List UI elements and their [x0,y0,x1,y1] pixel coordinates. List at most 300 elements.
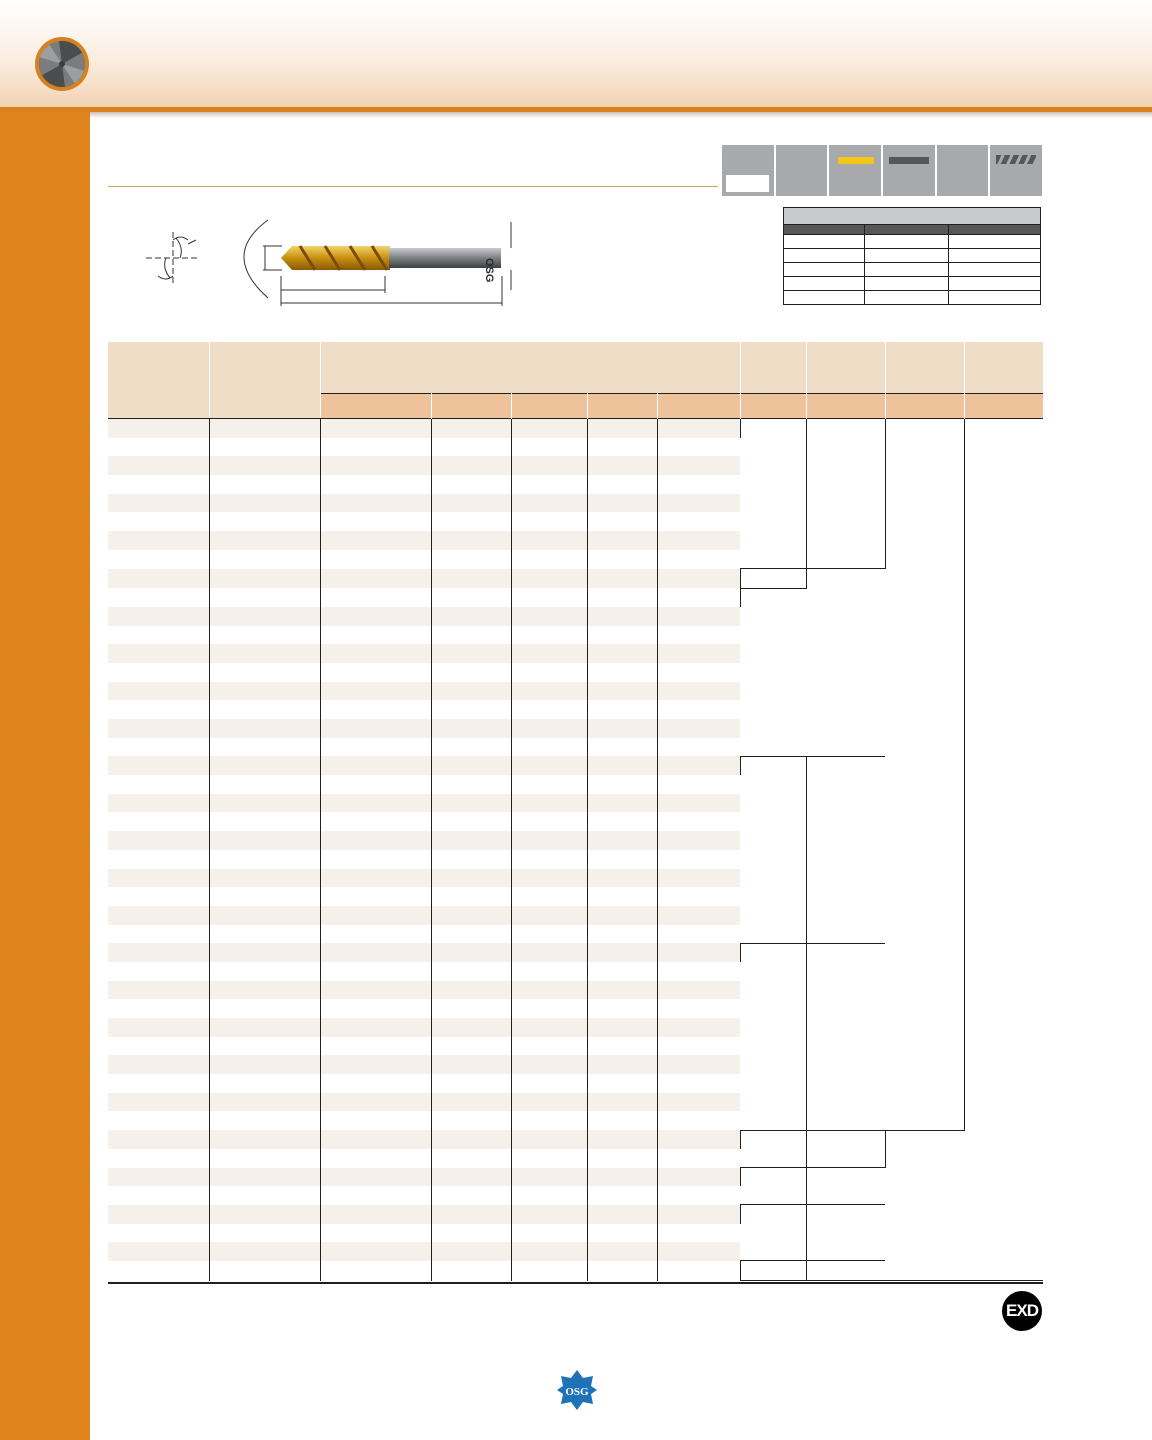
table-cell [587,682,657,701]
table-cell [209,831,320,850]
table-cell [657,1037,740,1056]
table-cell [657,1074,740,1093]
column-subheader [885,394,964,419]
table-merged-cell [740,756,806,943]
table-cell [587,588,657,607]
table-cell [587,1093,657,1112]
table-cell [108,1130,209,1149]
table-cell [587,1224,657,1243]
table-cell [511,1186,587,1205]
osg-logo-icon [555,1368,599,1412]
spec-table-header [784,208,1041,225]
table-cell [320,962,431,981]
table-cell [657,906,740,925]
table-cell [431,981,511,1000]
table-merged-cell [964,419,1043,1281]
table-cell [511,869,587,888]
table-cell [209,775,320,794]
table-cell [511,456,587,475]
table-cell [587,1261,657,1281]
table-cell [587,981,657,1000]
table-cell [657,738,740,757]
table-cell [657,775,740,794]
column-header [806,342,885,394]
table-cell [587,1168,657,1187]
material-icon [990,145,1042,196]
table-cell [431,531,511,550]
table-merged-cell [806,1130,885,1167]
table-cell [320,1205,431,1224]
table-cell [320,626,431,645]
table-cell [657,887,740,906]
table-cell [209,906,320,925]
table-cell [108,1261,209,1281]
table-merged-cell [806,569,885,757]
table-cell [511,626,587,645]
spec-table [783,207,1041,305]
table-cell [511,1055,587,1074]
table-cell [587,1111,657,1130]
table-merged-cell [740,1130,806,1167]
table-cell [587,1018,657,1037]
table-cell [511,1093,587,1112]
table-cell [108,531,209,550]
table-cell [320,738,431,757]
table-cell [657,999,740,1018]
table-row [108,419,1043,438]
table-cell [320,607,431,626]
table-cell [108,1242,209,1261]
table-cell [511,906,587,925]
table-cell [209,1149,320,1168]
table-cell [320,906,431,925]
table-cell [431,1205,511,1224]
table-cell [209,1111,320,1130]
table-cell [209,756,320,775]
table-cell [587,626,657,645]
table-cell [511,850,587,869]
table-cell [511,1130,587,1149]
table-cell [431,588,511,607]
table-cell [511,1074,587,1093]
table-cell [108,607,209,626]
table-cell [511,831,587,850]
table-cell [431,1037,511,1056]
table-cell [209,869,320,888]
table-cell [209,1205,320,1224]
table-cell [108,1018,209,1037]
table-merged-cell [806,756,885,943]
table-cell [209,1261,320,1281]
table-cell [587,475,657,494]
table-cell [587,1205,657,1224]
table-cell [587,756,657,775]
column-subheader [740,394,806,419]
table-cell [511,588,587,607]
table-cell [511,1168,587,1187]
table-cell [511,1018,587,1037]
column-subheader [964,394,1043,419]
column-header [885,342,964,394]
table-cell [511,1224,587,1243]
table-cell [320,887,431,906]
table-cell [108,999,209,1018]
table-cell [320,1261,431,1281]
table-cell [108,1149,209,1168]
table-merged-cell [740,1261,806,1281]
table-cell [320,1037,431,1056]
table-cell [587,644,657,663]
table-cell [431,419,511,438]
table-cell [108,812,209,831]
table-cell [657,494,740,513]
table-cell [657,419,740,438]
table-cell [431,1261,511,1281]
table-cell [511,962,587,981]
table-cell [320,1186,431,1205]
table-cell [431,850,511,869]
table-cell [209,850,320,869]
table-cell [431,663,511,682]
table-cell [511,700,587,719]
table-cell [657,812,740,831]
table-cell [108,943,209,962]
table-cell [657,512,740,531]
table-cell [320,438,431,457]
page-header [0,0,1152,107]
table-cell [209,456,320,475]
table-cell [511,943,587,962]
table-cell [108,887,209,906]
material-icon [883,145,935,196]
table-cell [209,794,320,813]
table-cell [511,794,587,813]
table-cell [431,1186,511,1205]
table-cell [108,719,209,738]
table-cell [587,663,657,682]
table-cell [657,626,740,645]
table-cell [511,738,587,757]
column-group-header [320,342,740,394]
table-cell [657,1168,740,1187]
table-cell [209,1074,320,1093]
table-cell [209,1093,320,1112]
table-cell [657,756,740,775]
table-cell [209,738,320,757]
table-cell [108,1111,209,1130]
table-cell [320,999,431,1018]
table-cell [108,456,209,475]
table-cell [209,981,320,1000]
table-cell [657,1224,740,1243]
table-cell [209,531,320,550]
table-cell [587,531,657,550]
table-cell [431,1224,511,1243]
table-cell [657,569,740,589]
table-cell [657,719,740,738]
table-cell [108,1186,209,1205]
table-cell [431,869,511,888]
table-cell [431,1018,511,1037]
table-cell [657,531,740,550]
table-cell [431,962,511,981]
table-cell [320,1149,431,1168]
side-bar [0,112,90,1440]
table-cell [209,1224,320,1243]
table-cell [587,869,657,888]
table-cell [587,700,657,719]
table-cell [108,588,209,607]
table-cell [431,906,511,925]
table-cell [108,1168,209,1187]
table-cell [657,962,740,981]
drill-cross-section-icon [35,37,89,91]
table-header-row [108,342,1043,394]
table-merged-cell [885,1130,964,1281]
table-cell [657,1093,740,1112]
table-cell [108,962,209,981]
table-cell [209,550,320,569]
table-merged-cell [740,943,806,1130]
table-cell [657,1111,740,1130]
table-cell [320,569,431,589]
table-cell [209,588,320,607]
table-cell [431,1149,511,1168]
table-cell [587,569,657,589]
table-cell [320,1093,431,1112]
table-cell [431,775,511,794]
table-cell [209,475,320,494]
table-cell [587,999,657,1018]
table-cell [108,419,209,438]
table-cell [320,943,431,962]
table-cell [431,756,511,775]
table-cell [431,456,511,475]
table-cell [108,906,209,925]
table-merged-cell [740,1168,806,1205]
table-cell [108,550,209,569]
table-cell [511,981,587,1000]
column-header [108,342,209,419]
table-cell [587,943,657,962]
table-cell [209,438,320,457]
drill-diagram [140,210,530,310]
table-cell [657,682,740,701]
table-cell [657,644,740,663]
table-cell [657,1018,740,1037]
table-cell [320,831,431,850]
table-cell [209,663,320,682]
header-shadow [0,112,1152,118]
table-cell [108,438,209,457]
table-cell [431,738,511,757]
table-cell [108,1093,209,1112]
table-cell [320,588,431,607]
table-cell [209,1242,320,1261]
table-cell [511,1037,587,1056]
table-cell [320,719,431,738]
table-cell [320,812,431,831]
table-cell [108,644,209,663]
column-subheader [431,394,511,419]
material-icon [937,145,989,196]
table-cell [108,1205,209,1224]
table-cell [320,700,431,719]
table-cell [108,869,209,888]
table-cell [108,1037,209,1056]
table-cell [587,1037,657,1056]
table-cell [511,419,587,438]
table-cell [209,682,320,701]
table-merged-cell [806,1261,885,1281]
table-cell [209,999,320,1018]
table-cell [320,981,431,1000]
column-subheader [511,394,587,419]
table-cell [657,1149,740,1168]
table-cell [511,569,587,589]
table-cell [320,456,431,475]
table-cell [511,719,587,738]
table-cell [587,456,657,475]
table-cell [587,1130,657,1149]
table-cell [431,1130,511,1149]
table-cell [320,1055,431,1074]
shank-marking: OSG [483,258,495,283]
table-cell [657,1205,740,1224]
table-cell [431,887,511,906]
table-cell [657,663,740,682]
table-cell [657,831,740,850]
table-cell [108,512,209,531]
series-badge: EXD [1002,1291,1042,1331]
material-icon [722,145,774,196]
table-cell [587,512,657,531]
table-cell [657,1261,740,1281]
table-cell [320,775,431,794]
table-cell [431,682,511,701]
table-cell [320,1111,431,1130]
table-cell [209,1037,320,1056]
table-cell [511,1111,587,1130]
table-cell [587,850,657,869]
table-cell [587,775,657,794]
table-cell [657,925,740,944]
table-cell [511,756,587,775]
table-merged-cell [885,419,964,1131]
table-cell [657,607,740,626]
table-merged-cell [806,1168,885,1205]
table-cell [108,738,209,757]
table-cell [587,494,657,513]
table-cell [587,794,657,813]
table-cell [511,607,587,626]
table-cell [657,475,740,494]
table-cell [320,1242,431,1261]
table-row [108,1130,1043,1149]
table-cell [431,1093,511,1112]
column-subheader [320,394,431,419]
table-cell [657,850,740,869]
table-cell [209,887,320,906]
table-cell [511,682,587,701]
table-cell [431,1242,511,1261]
table-cell [108,1224,209,1243]
table-cell [587,1242,657,1261]
table-cell [431,644,511,663]
table-cell [587,887,657,906]
material-icon [776,145,828,196]
table-cell [108,775,209,794]
product-table [108,342,1044,1281]
table-cell [657,588,740,607]
table-cell [108,831,209,850]
table-cell [511,663,587,682]
table-cell [431,569,511,589]
table-cell [511,1261,587,1281]
table-cell [657,700,740,719]
table-cell [587,1186,657,1205]
table-cell [108,925,209,944]
table-cell [320,794,431,813]
table-cell [320,494,431,513]
table-cell [587,906,657,925]
table-cell [431,550,511,569]
table-cell [209,962,320,981]
table-cell [209,943,320,962]
table-cell [108,682,209,701]
table-cell [431,1055,511,1074]
table-cell [209,1055,320,1074]
table-cell [431,925,511,944]
table-cell [431,1074,511,1093]
table-cell [431,943,511,962]
table-cell [511,812,587,831]
material-icon [829,145,881,196]
table-cell [431,1168,511,1187]
table-cell [587,738,657,757]
column-subheader [587,394,657,419]
table-cell [320,550,431,569]
table-cell [108,569,209,589]
table-cell [587,1055,657,1074]
table-cell [511,438,587,457]
table-cell [587,1149,657,1168]
table-merged-cell [740,569,806,589]
table-cell [511,999,587,1018]
table-cell [108,981,209,1000]
table-cell [320,850,431,869]
table-cell [431,494,511,513]
table-cell [431,700,511,719]
table-cell [511,550,587,569]
column-header [740,342,806,394]
table-cell [657,456,740,475]
table-cell [320,682,431,701]
table-cell [657,1055,740,1074]
table-cell [657,1130,740,1149]
table-cell [657,1242,740,1261]
table-cell [209,812,320,831]
table-cell [209,419,320,438]
column-subheader [806,394,885,419]
table-cell [209,494,320,513]
table-merged-cell [740,588,806,756]
table-merged-cell [740,419,806,569]
table-cell [431,1111,511,1130]
table-cell [511,512,587,531]
table-cell [209,1018,320,1037]
table-cell [587,550,657,569]
